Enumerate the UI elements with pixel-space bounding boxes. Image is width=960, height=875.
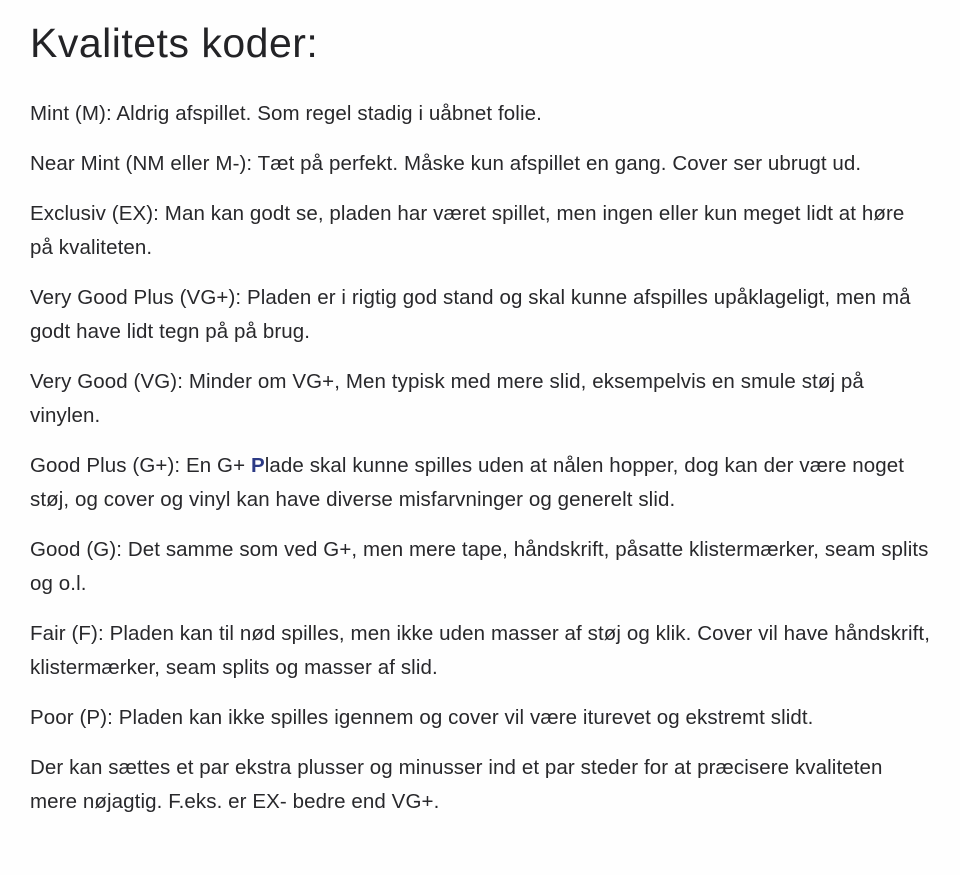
paragraph-text: Der kan sættes et par ekstra plusser og minusser ind et par steder for at præcisere kvaliteten mere nøjagtig. F.eks. er EX- bedre end VG+. (30, 756, 883, 814)
quality-paragraph-note (30, 751, 930, 819)
paragraph-text: Good (G): Det samme som ved G+, men mere tape, håndskrift, påsatte klistermærker, seam splits og o.l. (30, 538, 929, 596)
paragraph-text: Mint (M): Aldrig afspillet. Som regel stadig i uåbnet folie. (30, 102, 542, 126)
paragraph-text: Fair (F): Pladen kan til nød spilles, men ikke uden masser af støj og klik. Cover vil have håndskrift, klistermærker, seam splits og masser af slid. (30, 622, 931, 680)
quality-paragraph-good-plus (30, 449, 930, 517)
quality-paragraph-fair (30, 617, 930, 685)
quality-paragraph-very-good-plus (30, 281, 930, 349)
paragraph-text: Exclusiv (EX): Man kan godt se, pladen har været spillet, men ingen eller kun meget lidt at høre på kvaliteten. (30, 202, 905, 260)
paragraph-text: Very Good (VG): Minder om VG+, Men typisk med mere slid, eksempelvis en smule støj på vinylen. (30, 370, 864, 428)
quality-paragraph-exclusiv (30, 197, 930, 265)
paragraph-text: Near Mint (NM eller M-): Tæt på perfekt. Måske kun afspillet en gang. Cover ser ubrugt ud. (30, 152, 862, 176)
paragraph-list (30, 97, 930, 819)
blue-ink-correction: P (250, 454, 265, 478)
quality-paragraph-near-mint (30, 147, 930, 181)
quality-paragraph-poor (30, 701, 930, 735)
quality-paragraph-mint (30, 97, 930, 131)
quality-paragraph-good (30, 533, 930, 601)
paragraph-text: Poor (P): Pladen kan ikke spilles igennem og cover vil være iturevet og ekstremt slidt. (30, 706, 814, 730)
quality-paragraph-very-good (30, 365, 930, 433)
paragraph-text: Very Good Plus (VG+): Pladen er i rigtig god stand og skal kunne afspilles upåklageligt, men må godt have lidt tegn på på brug. (30, 286, 911, 344)
paragraph-text: Good Plus (G+): En G+ (30, 454, 251, 478)
page-title: Kvalitets koder: (30, 20, 319, 66)
paragraph-text: lade skal kunne spilles uden at nålen hopper, dog kan der være noget støj, og cover og vinyl kan have diverse misfarvninger og generelt slid. (30, 454, 905, 512)
